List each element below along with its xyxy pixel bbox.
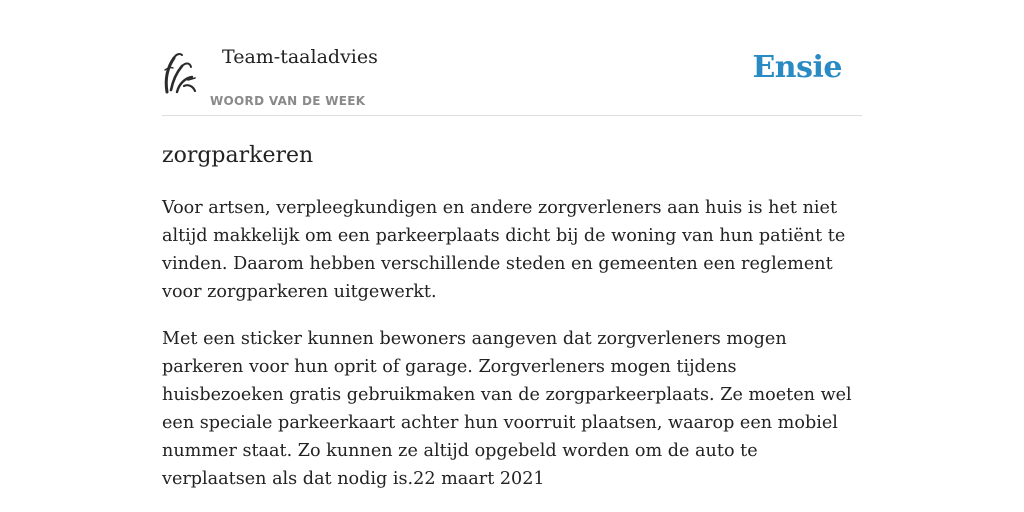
article-header bbox=[162, 40, 862, 116]
category-label: WOORD VAN DE WEEK bbox=[210, 94, 366, 108]
flemish-lion-logo-icon bbox=[162, 50, 198, 96]
brand-logo[interactable]: Ensie bbox=[752, 50, 842, 85]
article-paragraph-text: Met een sticker kunnen bewoners aangeven dat zorgverleners mogen parkeren voor hun oprit of garage. Zorgverleners mogen tijdens huisbezoeken gratis gebruikmaken van de zorgparkeerplaats. Ze moeten wel een speciale parkeerkaart achter hun voorruit plaatsen, waarop een mobiel nummer staat. Zo kunnen ze altijd opgebeld worden om de auto te verplaatsen als dat nodig is. bbox=[162, 329, 852, 489]
publication-date: 22 maart 2021 bbox=[413, 469, 545, 489]
article-paragraph: Voor artsen, verpleegkundigen en andere zorgverleners aan huis is het niet altijd makkelijk om een parkeerplaats dicht bij de woning van hun patiënt te vinden. Daarom hebben verschillende steden en gemeenten een reglement voor zorgparkeren uitgewerkt. bbox=[162, 198, 846, 302]
article-card bbox=[162, 40, 862, 493]
article-paragraph bbox=[162, 325, 862, 493]
article-title: zorgparkeren bbox=[162, 143, 314, 168]
author-name[interactable]: Team-taaladvies bbox=[222, 46, 378, 68]
